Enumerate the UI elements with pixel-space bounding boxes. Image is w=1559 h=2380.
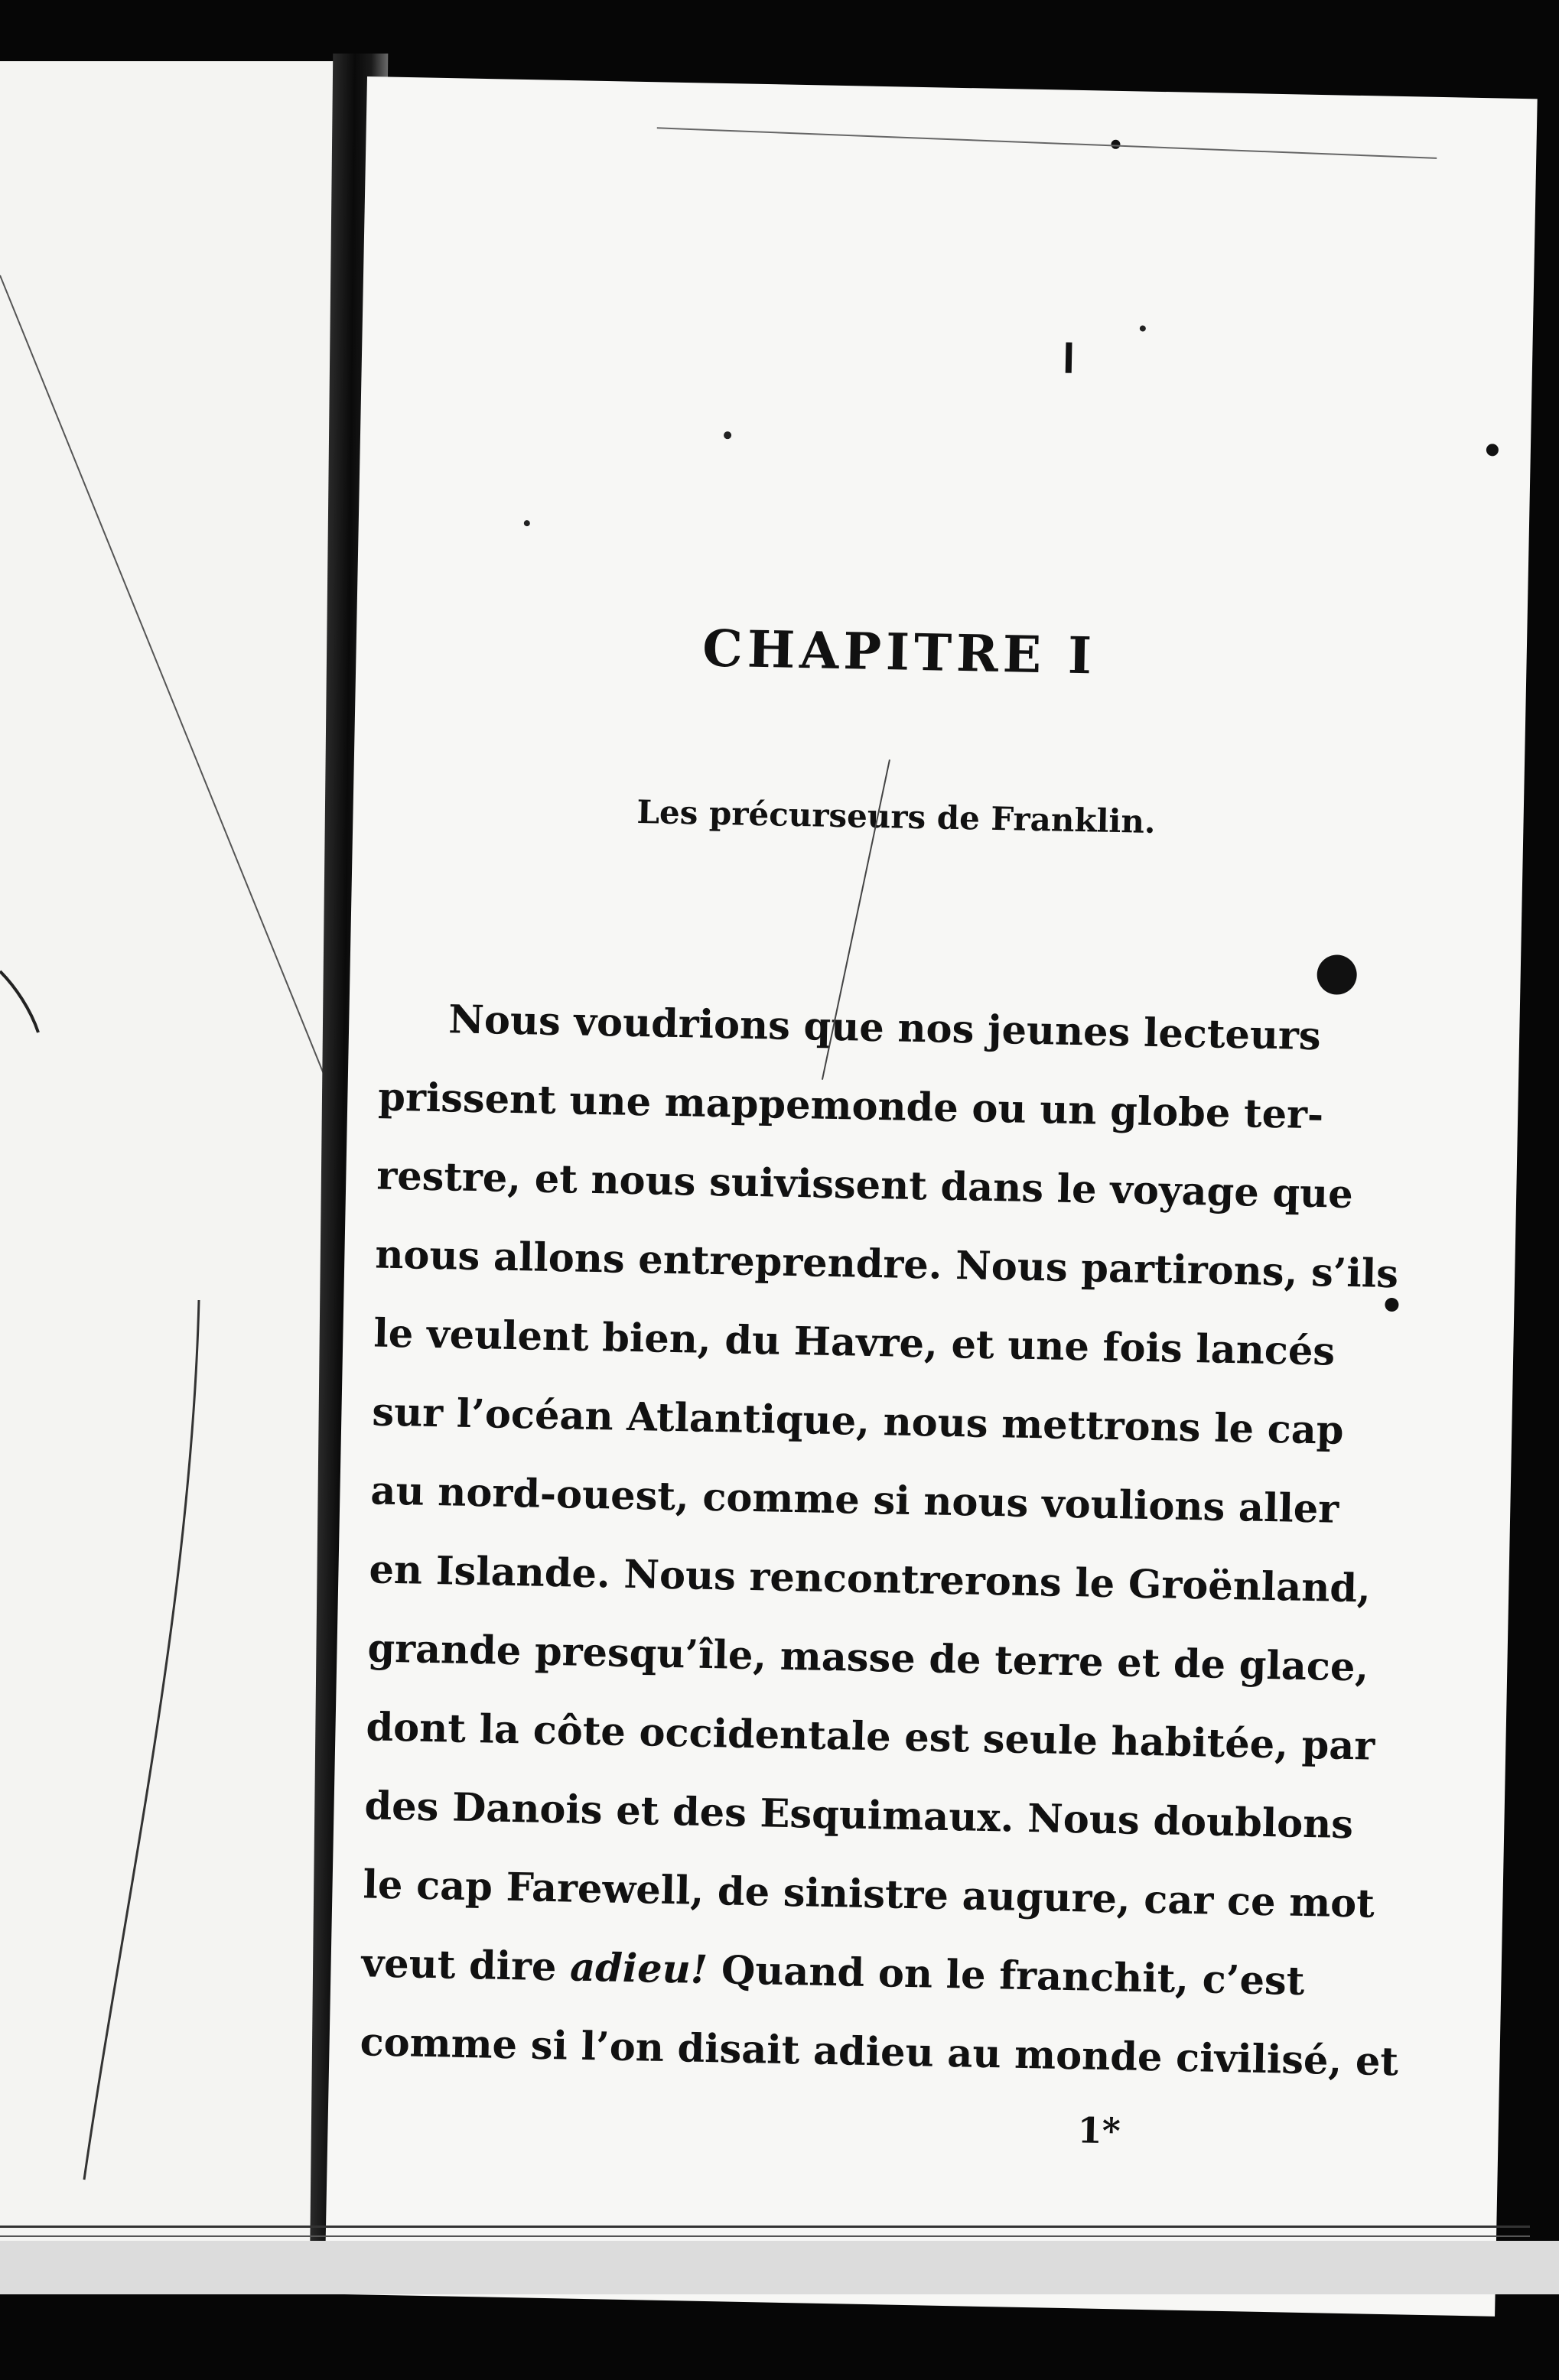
text-line: le cap Farewell, de sinistre augure, car ce mot (363, 1861, 1375, 1927)
text-line: en Islande. Nous rencontrerons le Groënland, (368, 1546, 1372, 1612)
text-line: grande presqu’île, masse de terre et de glace, (366, 1625, 1369, 1691)
text-line: comme si l’on disait adieu au monde civilisé, et (360, 2019, 1399, 2086)
italic-word: adieu! (569, 1944, 708, 1993)
text-line: Nous voudrions que nos jeunes lecteurs (448, 997, 1322, 1060)
text-line: dont la côte occidentale est seule habitée, par (365, 1704, 1375, 1770)
text-fragment: veut dire (361, 1940, 571, 1991)
text-line: restre, et nous suivissent dans le voyage que (376, 1153, 1354, 1218)
text-line: nous allons entreprendre. Nous partirons, s’ils (374, 1231, 1399, 1298)
chapter-title: CHAPITRE I (701, 618, 1097, 686)
chapter-subtitle: Les précurseurs de Franklin. (636, 792, 1157, 840)
page-bottom-band (0, 2241, 1559, 2294)
text-line: prissent une mappemonde ou un globe ter- (377, 1074, 1324, 1139)
signature-mark: 1* (1077, 2109, 1121, 2152)
page-bottom-rule (0, 2226, 1530, 2237)
text-line: des Danois et des Esquimaux. Nous doublons (364, 1783, 1354, 1848)
text-line: au nord-ouest, comme si nous voulions aller (369, 1468, 1339, 1533)
text-fragment: Quand on le franchit, c’est (707, 1947, 1305, 2004)
text-line: sur l’océan Atlantique, nous mettrons le cap (371, 1389, 1345, 1454)
scan-speckles (324, 76, 1537, 2317)
text-line: le veulent bien, du Havre, et une fois lancés (373, 1310, 1336, 1375)
book-page (324, 76, 1537, 2317)
